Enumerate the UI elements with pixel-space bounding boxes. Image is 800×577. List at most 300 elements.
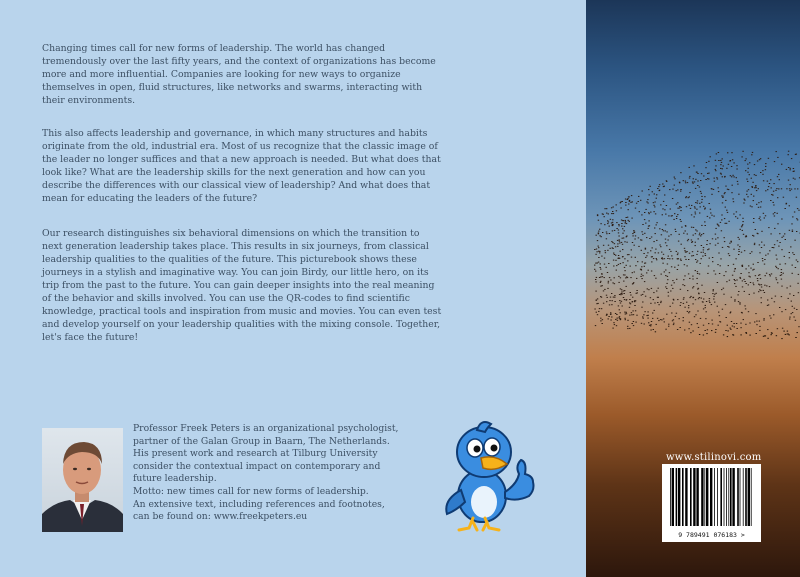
starling-dot [622,244,623,245]
starling-dot [634,272,635,273]
starling-dot [613,322,614,323]
starling-dot [709,217,710,218]
research-paragraph: Our research distinguishes six behavioral dimensions on which the transition to next generation leadership takes place. This results in six journeys, from classical leadership qualities to the qualities of the future. This picturebook shows these journeys in a stylish and imaginative way. You can join Birdy, our little hero, on its trip from the past to the future. You can gain deeper insights into the real meaning of the behavior and skills involved. You can use the QR-codes to find scientific knowledge, practical tools and inspiration from music and movies. You can even test and develop yourself on your leadership qualities with the mixing console. Together, let's face the future! [42,228,442,343]
starling-dot [788,298,789,299]
starling-dot [715,228,716,229]
starling-dot [612,230,613,231]
starling-dot [665,214,666,215]
starling-dot [722,247,723,248]
starling-dot [616,325,617,326]
starling-dot [680,327,681,328]
starling-dot [680,191,681,192]
starling-dot [755,175,756,176]
starling-dot [724,192,725,193]
starling-dot [738,301,739,302]
starling-dot [695,314,696,315]
starling-dot [741,226,742,227]
starling-dot [798,210,799,211]
starling-dot [650,303,651,304]
starling-dot [683,320,684,321]
starling-dot [689,167,690,168]
starling-dot [695,188,696,189]
starling-dot [652,247,653,248]
starling-dot [793,168,794,169]
starling-dot [611,207,612,208]
starling-dot [594,269,595,270]
starling-dot [616,210,617,211]
starling-dot [629,307,630,308]
starling-dot [618,305,619,306]
starling-dot [680,189,681,190]
starling-dot [623,297,624,298]
starling-dot [668,292,669,293]
starling-dot [717,224,718,225]
starling-dot [654,303,655,304]
barcode-bar [678,468,680,526]
starling-dot [725,200,726,201]
starling-dot [599,229,600,230]
starling-dot [666,314,667,315]
starling-dot [599,277,600,278]
starling-dot [767,189,768,190]
starling-dot [796,197,797,198]
starling-dot [679,208,680,209]
starling-dot [792,312,793,313]
starling-dot [632,233,633,234]
starling-dot [708,173,709,174]
starling-dot [746,191,747,192]
starling-dot [628,220,629,221]
starling-dot [715,170,716,171]
starling-dot [794,188,795,189]
starling-dot [667,240,668,241]
starling-dot [773,213,774,214]
starling-dot [791,301,792,302]
starling-dot [731,242,732,243]
starling-dot [689,297,690,298]
starling-dot [788,151,789,152]
starling-dot [617,318,618,319]
starling-dot [643,314,644,315]
starling-dot [789,319,790,320]
starling-dot [718,253,719,254]
starling-dot [651,321,652,322]
starling-dot [781,237,782,238]
starling-dot [761,242,762,243]
starling-dot [704,292,705,293]
starling-dot [645,209,646,210]
starling-dot [598,247,599,248]
starling-dot [760,172,761,173]
starling-dot [736,169,737,170]
starling-dot [759,330,760,331]
starling-dot [694,216,695,217]
starling-dot [696,262,697,263]
starling-dot [683,317,684,318]
starling-dot [646,315,647,316]
starling-dot [785,239,786,240]
starling-dot [704,221,705,222]
starling-dot [666,283,667,284]
starling-dot [600,281,601,282]
starling-dot [756,204,757,205]
starling-dot [757,262,758,263]
starling-dot [642,302,643,303]
starling-dot [717,264,718,265]
starling-dot [740,273,741,274]
starling-dot [781,188,782,189]
starling-dot [619,239,620,240]
starling-dot [695,299,696,300]
starling-dot [627,199,628,200]
starling-dot [759,218,760,219]
starling-dot [685,182,686,183]
starling-dot [620,303,621,304]
starling-dot [601,236,602,237]
starling-dot [616,314,617,315]
starling-dot [657,302,658,303]
starling-dot [717,179,718,180]
barcode-bar [745,468,747,526]
starling-dot [642,261,643,262]
starling-dot [793,171,794,172]
starling-dot [624,290,625,291]
starling-dot [620,202,621,203]
starling-dot [762,258,763,259]
starling-dot [608,282,609,283]
starling-dot [625,205,626,206]
starling-dot [644,281,645,282]
starling-dot [753,293,754,294]
starling-dot [758,188,759,189]
starling-dot [751,251,752,252]
starling-dot [609,300,610,301]
starling-dot [774,216,775,217]
starling-dot [771,334,772,335]
starling-dot [657,318,658,319]
starling-dot [743,279,744,280]
starling-dot [648,270,649,271]
starling-dot [745,332,746,333]
starling-dot [696,209,697,210]
starling-dot [600,277,601,278]
starling-dot [598,251,599,252]
starling-dot [753,200,754,201]
starling-dot [688,197,689,198]
starling-dot [735,258,736,259]
starling-dot [629,201,630,202]
starling-dot [666,288,667,289]
starling-dot [767,338,768,339]
starling-dot [604,258,605,259]
starling-dot [738,194,739,195]
starling-dot [709,258,710,259]
starling-dot [659,245,660,246]
starling-dot [616,228,617,229]
starling-dot [683,303,684,304]
starling-dot [641,250,642,251]
starling-dot [684,250,685,251]
starling-dot [708,161,709,162]
barcode-bars [662,468,761,534]
starling-dot [737,328,738,329]
barcode-bar [670,468,671,526]
starling-dot [669,249,670,250]
starling-dot [792,306,793,307]
starling-dot [790,184,791,185]
starling-dot [655,278,656,279]
starling-dot [685,225,686,226]
starling-dot [745,324,746,325]
starling-dot [738,237,739,238]
starling-dot [696,231,697,232]
starling-dot [751,186,752,187]
starling-dot [619,241,620,242]
starling-dot [652,191,653,192]
starling-dot [695,245,696,246]
starling-dot [753,264,754,265]
starling-dot [612,211,613,212]
starling-dot [619,318,620,319]
starling-dot [616,222,617,223]
barcode-bar [701,468,703,526]
starling-dot [745,158,746,159]
starling-dot [652,313,653,314]
starling-dot [795,267,796,268]
starling-dot [627,320,628,321]
starling-dot [679,234,680,235]
starling-dot [685,259,686,260]
starling-dot [695,242,696,243]
starling-dot [724,218,725,219]
starling-dot [661,234,662,235]
starling-dot [783,331,784,332]
starling-dot [692,287,693,288]
starling-dot [742,221,743,222]
starling-dot [749,162,750,163]
starling-dot [734,271,735,272]
starling-dot [606,238,607,239]
starling-dot [667,264,668,265]
starling-dot [721,289,722,290]
starling-dot [697,283,698,284]
starling-dot [597,240,598,241]
starling-dot [645,257,646,258]
starling-dot [604,208,605,209]
starling-dot [663,230,664,231]
starling-dot [755,187,756,188]
starling-dot [612,225,613,226]
starling-dot [714,181,715,182]
starling-dot [676,279,677,280]
starling-dot [634,239,635,240]
starling-dot [703,206,704,207]
starling-dot [677,214,678,215]
starling-dot [736,177,737,178]
starling-dot [713,216,714,217]
starling-dot [716,153,717,154]
starling-dot [730,328,731,329]
starling-dot [723,275,724,276]
starling-dot [786,188,787,189]
starling-dot [793,178,794,179]
starling-dot [594,249,595,250]
starling-dot [659,190,660,191]
starling-dot [656,224,657,225]
starling-dot [749,174,750,175]
starling-dot [755,275,756,276]
starling-dot [731,166,732,167]
starling-dot [651,237,652,238]
starling-dot [626,217,627,218]
starling-dot [739,246,740,247]
starling-dot [727,212,728,213]
starling-dot [737,184,738,185]
starling-dot [620,251,621,252]
starling-dot [606,315,607,316]
starling-dot [600,269,601,270]
starling-dot [721,230,722,231]
starling-dot [627,198,628,199]
starling-dot [760,158,761,159]
starling-dot [797,219,798,220]
starling-dot [610,314,611,315]
starling-dot [695,259,696,260]
starling-dot [616,204,617,205]
starling-dot [679,182,680,183]
starling-dot [692,183,693,184]
starling-dot [656,222,657,223]
starling-dot [759,244,760,245]
starling-dot [786,203,787,204]
starling-dot [610,219,611,220]
starling-dot [697,200,698,201]
starling-dot [727,246,728,247]
starling-dot [665,242,666,243]
starling-dot [797,261,798,262]
starling-dot [712,293,713,294]
starling-dot [597,298,598,299]
barcode-bar [710,468,712,526]
starling-dot [722,158,723,159]
starling-dot [595,279,596,280]
starling-dot [773,183,774,184]
starling-dot [648,228,649,229]
starling-dot [765,169,766,170]
starling-dot [634,245,635,246]
starling-dot [733,264,734,265]
starling-dot [672,303,673,304]
starling-dot [656,259,657,260]
starling-dot [692,303,693,304]
starling-dot [653,258,654,259]
starling-dot [671,255,672,256]
starling-dot [624,293,625,294]
starling-dot [781,272,782,273]
starling-dot [670,306,671,307]
starling-dot [635,310,636,311]
starling-dot [773,191,774,192]
starling-dot [680,207,681,208]
starling-dot [749,323,750,324]
starling-dot [693,227,694,228]
starling-dot [654,206,655,207]
starling-dot [742,218,743,219]
starling-dot [622,201,623,202]
starling-dot [711,330,712,331]
starling-dot [740,229,741,230]
starling-dot [704,209,705,210]
starling-dot [748,189,749,190]
starling-dot [635,235,636,236]
starling-dot [684,256,685,257]
starling-dot [693,178,694,179]
starling-dot [599,252,600,253]
starling-dot [683,233,684,234]
starling-dot [638,201,639,202]
starling-dot [738,291,739,292]
starling-dot [705,307,706,308]
starling-dot [637,292,638,293]
starling-dot [628,196,629,197]
starling-dot [708,266,709,267]
starling-dot [770,179,771,180]
starling-dot [784,256,785,257]
starling-dot [646,272,647,273]
barcode-bar [726,468,727,526]
starling-dot [695,179,696,180]
starling-dot [660,302,661,303]
starling-dot [675,231,676,232]
starling-dot [729,255,730,256]
starling-dot [750,206,751,207]
starling-dot [693,286,694,287]
starling-dot [622,306,623,307]
starling-dot [612,282,613,283]
starling-dot [601,256,602,257]
starling-dot [611,317,612,318]
starling-dot [765,275,766,276]
starling-dot [657,188,658,189]
starling-dot [608,318,609,319]
starling-dot [764,218,765,219]
starling-dot [609,226,610,227]
starling-dot [715,169,716,170]
starling-dot [607,297,608,298]
starling-dot [728,164,729,165]
starling-dot [656,291,657,292]
starling-dot [602,323,603,324]
starling-dot [711,320,712,321]
starling-dot [729,243,730,244]
starling-dot [686,251,687,252]
starling-dot [655,252,656,253]
starling-dot [685,197,686,198]
starling-dot [625,223,626,224]
starling-dot [703,247,704,248]
starling-dot [668,326,669,327]
starling-dot [699,274,700,275]
starling-dot [598,311,599,312]
barcode-bar [706,468,708,526]
starling-dot [674,267,675,268]
starling-dot [741,252,742,253]
starling-dot [715,239,716,240]
starling-dot [705,208,706,209]
starling-dot [619,309,620,310]
starling-dot [625,221,626,222]
starling-dot [734,279,735,280]
